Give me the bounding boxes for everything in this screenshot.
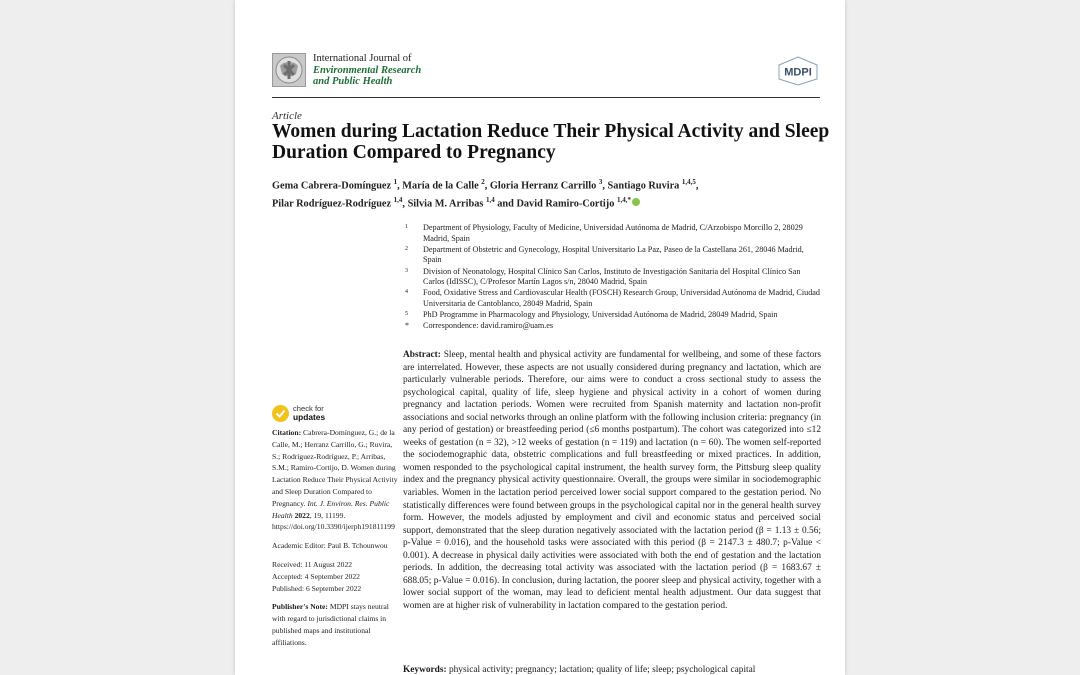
author-affiliation-marker: 1,4,* bbox=[616, 196, 631, 205]
abstract-text: Sleep, mental health and physical activity are fundamental for wellbeing, and some of these factors are interrelated. However, these aspects are not usually considered during pregnancy and lactation, which are particularly vulnerable periods. Therefore, our aims were to conduct a cross sectional study to assess the psychological capital, quality of life, sleep hygiene and physical activity in a cohort of women during pregnancy and lactation periods. Women were recruited from Spanish maternity and lactation non-profit associations and social networks through an online platform with the following inclusion criteria: pregnancy (in any period of gestation) or breastfeeding period (≤6 months postpartum). The cohort was categorized into ≤12 weeks of gestation (n = 32), >12 weeks of gestation (n = 119) and lactation (n = 60). The women self-reported the sociodemographic data, obstetric complications and full breastfeeding or mixed practices. In addition, women responded to the psychological capital instrument, the health survey form, the Pittsburg sleep quality index and the pregnancy physical activity questionnaire. Overall, the groups were similar in sociodemographic variables. Women in the lactation period perceived lower social support compared to the gestation period. No statistically differences were found between groups in the psychological capital nor in the general health survey form. However, the models adjusted by employment and civil and economic status and perceived social support, demonstrated that the sleep duration negatively associated with the lactation period (β = 1.13 ± 0.56; p-Value = 0.016), and the household tasks were associated with this period (β = 2147.3 ± 480.7; p-Value < 0.001). A decrease in physical daily activities were associated with both the end of gestation and the lactation periods. In addition, the decreasing total activity was associated with the lactation period (β = 1683.67 ± 688.05; p-Value = 0.016). In conclusion, during lactation, the poorer sleep and physical activity, together with a lower social support of the woman, may lead to deficient mental health adjustment. Our data suggest that women are at higher risk of vulnerability in lactation compared to the gestation period. bbox=[403, 350, 821, 611]
affiliation-text: Division of Neonatology, Hospital Clínico San Carlos, Instituto de Investigación Sanitaria del Hospital Clínico San Carlos (IdISSC), C/Profesor Martín Lagos s/n, 28040 Madrid, Spain bbox=[423, 266, 801, 287]
author-name[interactable]: Pilar Rodríguez-Rodríguez bbox=[272, 198, 392, 210]
keywords-text: physical activity; pregnancy; lactation; quality of life; sleep; psychological capital bbox=[448, 665, 756, 675]
author-name[interactable]: David Ramiro-Cortijo bbox=[516, 198, 615, 210]
author-name[interactable]: Gema Cabrera-Domínguez bbox=[272, 180, 392, 192]
author-name[interactable]: María de la Calle bbox=[402, 180, 479, 192]
mdpi-logo-text: MDPI bbox=[784, 66, 812, 79]
journal-header bbox=[272, 53, 820, 93]
journal-name-line1: International Journal of bbox=[313, 53, 412, 64]
affiliation-number: 5 bbox=[405, 311, 408, 318]
header-divider bbox=[272, 97, 820, 98]
paper-page bbox=[235, 0, 845, 675]
publisher-note bbox=[272, 601, 400, 648]
academic-editor: Academic Editor: Paul B. Tchounwou bbox=[272, 541, 388, 551]
correspondence bbox=[403, 321, 823, 332]
citation bbox=[272, 427, 400, 533]
affiliation-item bbox=[403, 310, 823, 321]
publisher-note-label: Publisher's Note: bbox=[272, 602, 328, 612]
publisher-note-text: MDPI stays neutral with regard to jurisdictional claims in published maps and institutional affiliations. bbox=[272, 602, 389, 647]
author-separator: , bbox=[402, 198, 408, 210]
orcid-icon[interactable] bbox=[632, 198, 640, 206]
check-for-updates-button[interactable] bbox=[272, 402, 400, 424]
journal-name-line3: and Public Health bbox=[313, 76, 393, 87]
affiliation-number: 1 bbox=[405, 224, 408, 230]
received-date: Received: 11 August 2022 bbox=[272, 559, 353, 569]
check-updates-icon bbox=[272, 405, 289, 422]
citation-year: 2022 bbox=[294, 510, 310, 520]
abstract-label: Abstract: bbox=[403, 350, 441, 360]
affiliation-text: Department of Obstetric and Gynecology, Hospital Universitario La Paz, Paseo de la Castellana 261, 28046 Madrid, Spain bbox=[423, 244, 804, 265]
affiliation-text: Food, Oxidative Stress and Cardiovascular Health (FOSCH) Research Group, Universidad Autónoma de Madrid, Ciudad Universitaria de Cantoblanco, 28049 Madrid, Spain bbox=[423, 288, 821, 308]
affiliations bbox=[403, 223, 823, 333]
publication-dates bbox=[272, 559, 400, 594]
author-separator: , bbox=[602, 180, 608, 192]
author-name[interactable]: Santiago Ruvira bbox=[607, 180, 680, 192]
article-info-sidebar bbox=[272, 402, 400, 649]
affiliation-item bbox=[403, 245, 823, 266]
affiliation-number: 4 bbox=[405, 289, 408, 296]
affiliation-number: 3 bbox=[405, 267, 408, 274]
author-affiliation-marker: 1 bbox=[393, 178, 398, 186]
mdpi-logo-icon bbox=[776, 56, 820, 86]
affiliation-item bbox=[403, 223, 823, 244]
citation-journal: Int. J. Environ. Res. Public Health bbox=[272, 498, 390, 520]
keywords bbox=[403, 664, 823, 675]
affiliation-item bbox=[403, 267, 823, 288]
check-updates-label: check for updates bbox=[293, 403, 326, 422]
affiliation-text: PhD Programme in Pharmacology and Physiology, Universidad Autónoma de Madrid, 28049 Madrid, Spain bbox=[423, 310, 778, 320]
citation-volume-doi[interactable]: , 19, 11199. https://doi.org/10.3390/ijerph191811199 bbox=[272, 510, 395, 532]
abstract bbox=[403, 349, 821, 612]
author-separator: , bbox=[484, 180, 490, 192]
correspondence-mark: * bbox=[405, 321, 409, 331]
citation-label: Citation: bbox=[272, 428, 302, 437]
author-name[interactable]: Gloria Herranz Carrillo bbox=[489, 180, 597, 192]
article-type: Article bbox=[272, 110, 302, 122]
author-affiliation-marker: 1,4 bbox=[393, 196, 403, 205]
citation-text: Cabrera-Domínguez, G.; de la Calle, M.; Herranz Carrillo, G.; Ruvira, S.; Rodríguez-Rodríguez, P.; Arribas, S.M.; Ramiro-Cortijo, D. Women during Lactation Reduce Their Physical Activity and Sleep Duration Compared to Pregnancy. bbox=[272, 428, 398, 508]
affiliation-text: Department of Physiology, Faculty of Medicine, Universidad Autónoma de Madrid, C/Arzobispo Morcillo 2, 28029 Madrid, Spain bbox=[423, 223, 803, 243]
author-affiliation-marker: 2 bbox=[481, 178, 485, 186]
journal-logo-icon bbox=[272, 53, 306, 87]
author-list bbox=[272, 175, 832, 212]
author-separator: and bbox=[494, 198, 517, 210]
keywords-label: Keywords: bbox=[403, 665, 447, 675]
correspondence-email[interactable]: Correspondence: david.ramiro@uam.es bbox=[423, 321, 554, 331]
author-separator: , bbox=[695, 180, 699, 192]
author-name[interactable]: Silvia M. Arribas bbox=[407, 198, 484, 210]
affiliation-item bbox=[403, 288, 823, 309]
affiliation-number: 2 bbox=[405, 245, 408, 252]
author-separator: , bbox=[397, 180, 403, 192]
journal-name bbox=[313, 53, 421, 88]
author-affiliation-marker: 1,4 bbox=[485, 196, 495, 205]
accepted-date: Accepted: 4 September 2022 bbox=[272, 571, 360, 581]
journal-name-line2: Environmental Research bbox=[313, 64, 422, 76]
author-affiliation-marker: 3 bbox=[598, 178, 603, 186]
paper-title: Women during Lactation Reduce Their Physical Activity and Sleep Duration Compared to Pregnancy bbox=[272, 121, 830, 163]
author-affiliation-marker: 1,4,5 bbox=[681, 178, 696, 186]
published-date: Published: 6 September 2022 bbox=[272, 583, 362, 593]
